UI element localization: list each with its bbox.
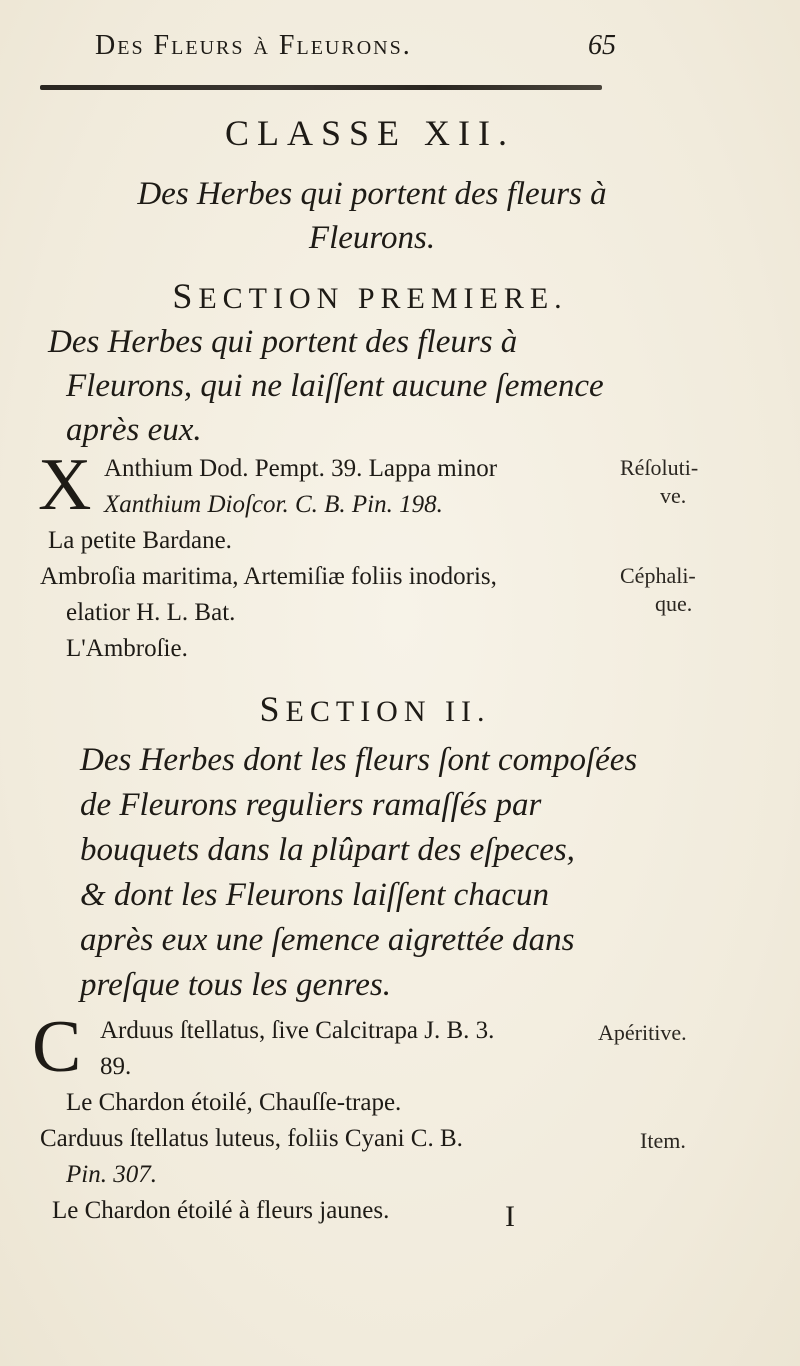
section1-desc-line: après eux. [66, 412, 202, 448]
section2-desc-line: preſque tous les genres. [80, 967, 392, 1003]
class-subtitle-line: Fleurons. [308, 220, 436, 256]
running-header [0, 30, 800, 70]
section2-title-rest: ECTION II. [285, 695, 491, 728]
margin-note: Céphali- [620, 563, 696, 588]
section1-desc-line: Des Herbes qui portent des fleurs à [48, 324, 518, 360]
catchword: I [505, 1200, 515, 1233]
entry-line: Arduus ſtellatus, ſive Calcitrapa J. B. 3. [100, 1017, 495, 1044]
entry-line: Carduus ſtellatus luteus, foliis Cyani C. B. [40, 1125, 463, 1152]
section1-title-rest: ECTION PREMIERE. [198, 282, 568, 315]
margin-note: ve. [660, 483, 687, 508]
drop-cap: X [38, 444, 92, 526]
section2-desc-line: de Fleurons reguliers ramaſſés par [80, 787, 542, 823]
section2-desc-line: Des Herbes dont les fleurs ſont compoſées [80, 742, 638, 778]
entry-line: Anthium Dod. Pempt. 39. Lappa minor [104, 455, 498, 482]
header-rule [40, 85, 602, 90]
drop-cap: C [32, 1006, 82, 1088]
section2-title-cap: S [259, 689, 286, 729]
section2-desc-line: & dont les Fleurons laiſſent chacun [80, 877, 549, 913]
margin-note: Réſoluti- [620, 455, 699, 480]
entry-line: Le Chardon étoilé à fleurs jaunes. [52, 1197, 390, 1224]
entry-line: Pin. 307. [66, 1161, 157, 1188]
section2-desc-line: bouquets dans la plûpart des eſpeces, [80, 832, 575, 868]
section1-description [48, 320, 628, 452]
entry-line: La petite Bardane. [48, 527, 232, 554]
entry-line: Xanthium Dioſcor. C. B. Pin. 198. [104, 491, 443, 518]
margin-note: Apéritive. [598, 1020, 687, 1045]
section1-desc-line: Fleurons, qui ne laiſſent aucune ſemence [66, 368, 604, 404]
section2-desc-line: après eux une ſemence aigrettée dans [80, 922, 575, 958]
class-subtitle-line: Des Herbes qui portent des fleurs à [137, 176, 607, 212]
entry-line: Ambroſia maritima, Artemiſiæ foliis inodoris, [40, 563, 497, 590]
class-subtitle [22, 172, 722, 260]
section1-title-cap: S [172, 276, 199, 316]
section1-title [20, 275, 720, 317]
entry-line: elatior H. L. Bat. [66, 599, 236, 626]
margin-note: Item. [640, 1128, 686, 1153]
entry-line: L'Ambroſie. [66, 635, 188, 662]
entry-line: Le Chardon étoilé, Chauſſe-trape. [66, 1089, 402, 1116]
running-title: Des Fleurs à Fleurons. [95, 30, 412, 61]
class-title: CLASSE XII. [224, 113, 515, 153]
entry-line: 89. [100, 1053, 132, 1080]
section2-description [80, 738, 680, 1008]
section2-title [25, 688, 725, 730]
margin-note: que. [655, 591, 693, 616]
page-number: 65 [588, 30, 616, 61]
